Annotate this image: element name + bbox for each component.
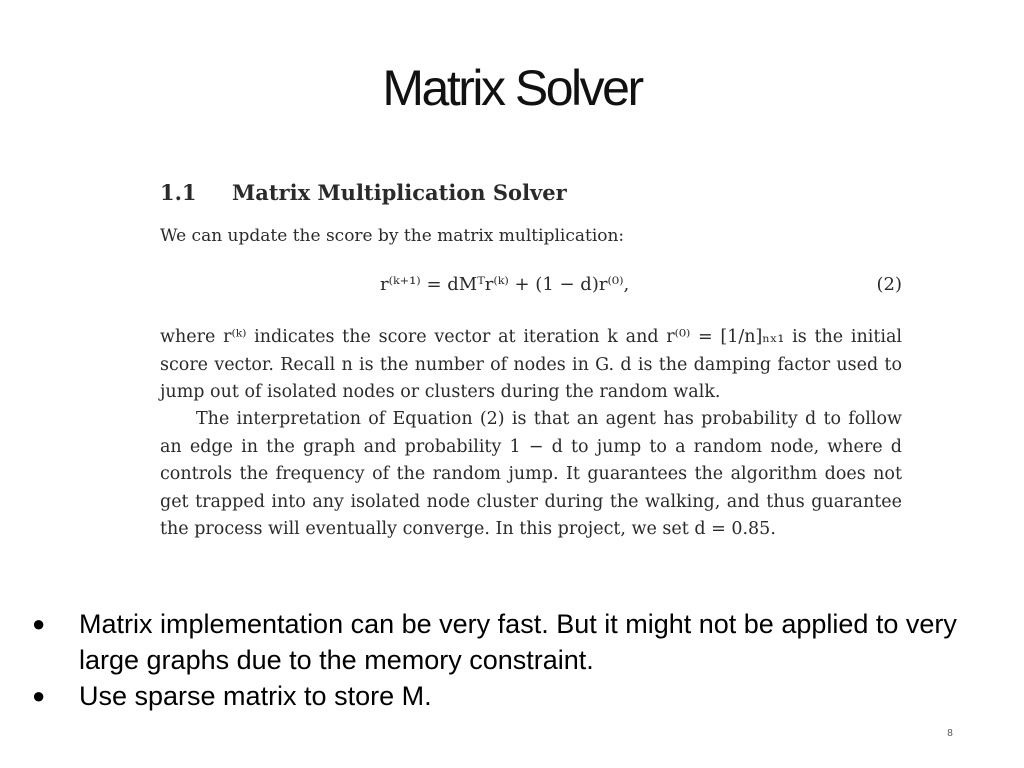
- section-title: Matrix Multiplication Solver: [232, 180, 567, 205]
- page-number: 8: [947, 728, 953, 739]
- bullet-list: [32, 606, 1012, 714]
- intro-text: We can update the score by the matrix multiplication:: [160, 226, 625, 246]
- bullet-icon: ●: [32, 611, 46, 636]
- paragraph-interpretation: The interpretation of Equation (2) is that an agent has probability d to follow an edge in the graph and probability 1 − d to jump to a random node, where d controls the frequency of the random jump. It guarantees the algorithm does not get trapped into any isolated node cluster during the walking, and thus guarantee the process will eventually converge. In this project, we set d = 0.85.: [160, 409, 902, 539]
- bullet-item: [32, 678, 1012, 714]
- bullet-item: [32, 606, 1012, 678]
- equation: r⁽ᵏ⁺¹⁾ = dMᵀr⁽ᵏ⁾ + (1 − d)r⁽⁰⁾,: [380, 274, 630, 295]
- paragraph-definitions: where r⁽ᵏ⁾ indicates the score vector at iteration k and r⁽⁰⁾ = [1/n]ₙₓ₁ is the initial score vector. Recall n is the number of nodes in G. d is the damping factor used to jump out of isolated nodes or clusters during the random walk.: [160, 327, 902, 402]
- bullet-icon: ●: [32, 683, 46, 708]
- bullet-text: Matrix implementation can be very fast. But it might not be applied to very large graphs due to the memory constraint.: [79, 609, 957, 675]
- equation-number: (2): [876, 274, 902, 295]
- slide-title: Matrix Solver: [382, 60, 642, 116]
- paper-excerpt-image: [160, 178, 902, 573]
- equation-row: [160, 274, 902, 298]
- bullet-text: Use sparse matrix to store M.: [79, 681, 432, 711]
- section-number: 1.1: [160, 180, 197, 205]
- section-heading: [160, 180, 567, 205]
